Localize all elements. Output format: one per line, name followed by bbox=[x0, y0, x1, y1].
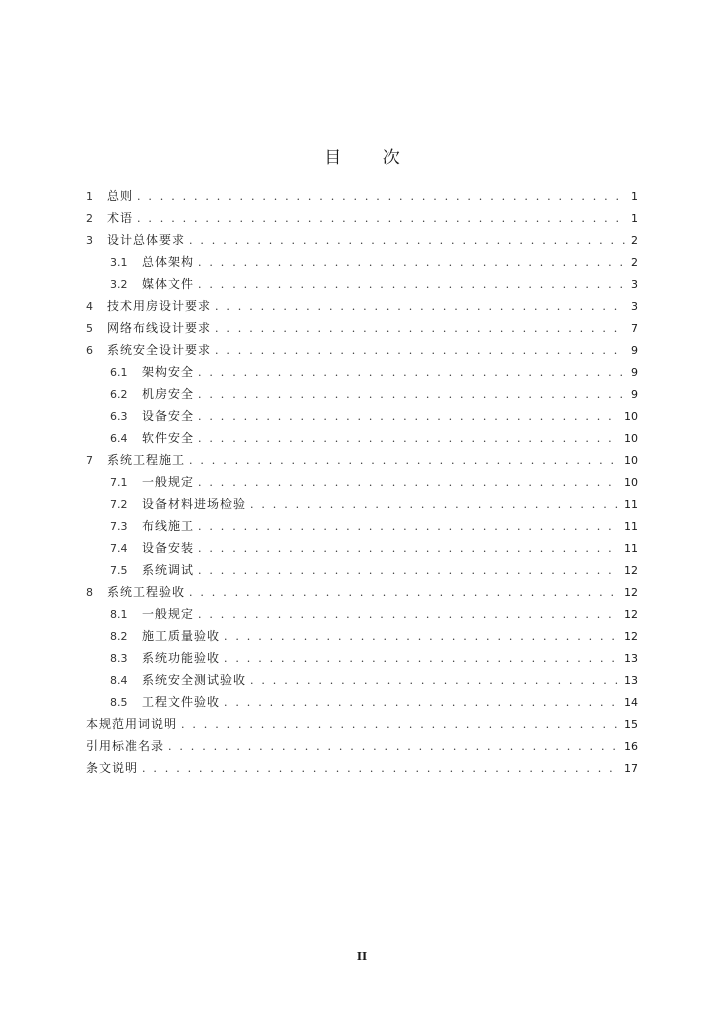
toc-dot-leader bbox=[189, 582, 620, 604]
toc-entry[interactable] bbox=[86, 449, 638, 471]
toc-entry-page: 7 bbox=[631, 322, 638, 335]
toc-entry-label: 施工质量验收 bbox=[142, 629, 221, 643]
toc-entry-page: 10 bbox=[624, 476, 638, 489]
toc-entry-label: 架构安全 bbox=[142, 365, 195, 379]
toc-dot-leader bbox=[198, 472, 620, 494]
toc-entry-page: 12 bbox=[624, 608, 638, 621]
toc-entry-page: 3 bbox=[631, 278, 638, 291]
toc-entry-page: 17 bbox=[624, 762, 638, 775]
toc-dot-leader bbox=[198, 406, 620, 428]
toc-entry-label: 系统调试 bbox=[142, 563, 195, 577]
toc-entry-label: 布线施工 bbox=[142, 519, 195, 533]
toc-entry-number: 7.5 bbox=[110, 564, 128, 577]
toc-entry-label: 设计总体要求 bbox=[107, 233, 186, 247]
toc-dot-leader bbox=[189, 230, 626, 252]
toc-entry[interactable] bbox=[86, 251, 638, 273]
toc-entry-page: 2 bbox=[631, 256, 638, 269]
toc-entry[interactable] bbox=[86, 735, 638, 757]
toc-entry-page: 9 bbox=[631, 388, 638, 401]
toc-dot-leader bbox=[250, 494, 620, 516]
toc-entry-page: 9 bbox=[631, 366, 638, 379]
toc-entry-page: 10 bbox=[624, 432, 638, 445]
toc-entry[interactable] bbox=[86, 317, 638, 339]
toc-entry-page: 10 bbox=[624, 410, 638, 423]
toc-dot-leader bbox=[198, 362, 626, 384]
toc-entry-label: 设备材料进场检验 bbox=[142, 497, 247, 511]
toc-entry-page: 13 bbox=[624, 652, 638, 665]
toc-entry-label: 技术用房设计要求 bbox=[107, 299, 212, 313]
toc-entry[interactable] bbox=[86, 559, 638, 581]
toc-entry[interactable] bbox=[86, 757, 638, 779]
toc-entry-number: 7.4 bbox=[110, 542, 128, 555]
toc-entry-number: 6.3 bbox=[110, 410, 128, 423]
toc-dot-leader bbox=[189, 450, 620, 472]
toc-entry[interactable] bbox=[86, 405, 638, 427]
toc-entry-page: 11 bbox=[624, 520, 638, 533]
toc-dot-leader bbox=[215, 296, 626, 318]
toc-entry[interactable] bbox=[86, 647, 638, 669]
toc-entry-label: 一般规定 bbox=[142, 475, 195, 489]
toc-entry-label: 系统安全设计要求 bbox=[107, 343, 212, 357]
toc-entry[interactable] bbox=[86, 361, 638, 383]
toc-entry-label: 设备安装 bbox=[142, 541, 195, 555]
toc-entry-number: 6 bbox=[86, 344, 93, 357]
toc-entry-number: 3 bbox=[86, 234, 93, 247]
toc-entry-label: 媒体文件 bbox=[142, 277, 195, 291]
toc-dot-leader bbox=[224, 626, 620, 648]
toc-dot-leader bbox=[137, 208, 626, 230]
toc-entry[interactable] bbox=[86, 581, 638, 603]
toc-entry[interactable] bbox=[86, 273, 638, 295]
toc-entry-label: 系统功能验收 bbox=[142, 651, 221, 665]
toc-entry-label: 系统安全测试验收 bbox=[142, 673, 247, 687]
toc-entry-number: 4 bbox=[86, 300, 93, 313]
toc-entry[interactable] bbox=[86, 625, 638, 647]
toc-entry-label: 条文说明 bbox=[86, 761, 139, 775]
toc-entry-page: 14 bbox=[624, 696, 638, 709]
toc-entry-page: 1 bbox=[631, 212, 638, 225]
toc-entry-label: 设备安全 bbox=[142, 409, 195, 423]
toc-entry[interactable] bbox=[86, 295, 638, 317]
toc-entry[interactable] bbox=[86, 515, 638, 537]
toc-entry[interactable] bbox=[86, 229, 638, 251]
toc-entry-page: 3 bbox=[631, 300, 638, 313]
toc-dot-leader bbox=[137, 186, 626, 208]
toc-entry-page: 12 bbox=[624, 630, 638, 643]
toc-entry-label: 软件安全 bbox=[142, 431, 195, 445]
toc-entry[interactable] bbox=[86, 207, 638, 229]
toc-entry-page: 13 bbox=[624, 674, 638, 687]
page-title: 目 次 bbox=[324, 148, 418, 168]
toc-dot-leader bbox=[198, 274, 626, 296]
toc-entry-number: 8.2 bbox=[110, 630, 128, 643]
toc-dot-leader bbox=[142, 758, 620, 780]
toc-entry-number: 8.4 bbox=[110, 674, 128, 687]
toc-entry-number: 6.2 bbox=[110, 388, 128, 401]
toc-entry[interactable] bbox=[86, 493, 638, 515]
toc-dot-leader bbox=[250, 670, 620, 692]
toc-entry[interactable] bbox=[86, 339, 638, 361]
toc-entry-page: 11 bbox=[624, 498, 638, 511]
toc-entry-number: 7.3 bbox=[110, 520, 128, 533]
toc-dot-leader bbox=[224, 648, 620, 670]
toc-entry-label: 引用标准名录 bbox=[86, 739, 165, 753]
toc-entry-label: 网络布线设计要求 bbox=[107, 321, 212, 335]
toc-entry-page: 10 bbox=[624, 454, 638, 467]
toc-entry[interactable] bbox=[86, 427, 638, 449]
toc-dot-leader bbox=[215, 340, 626, 362]
toc-dot-leader bbox=[168, 736, 620, 758]
toc-entry-page: 9 bbox=[631, 344, 638, 357]
toc-dot-leader bbox=[198, 560, 620, 582]
toc-entry[interactable] bbox=[86, 603, 638, 625]
toc-entry-page: 12 bbox=[624, 586, 638, 599]
toc-entry-page: 11 bbox=[624, 542, 638, 555]
toc-entry-number: 7 bbox=[86, 454, 93, 467]
toc-entry-number: 8.3 bbox=[110, 652, 128, 665]
toc-entry-number: 1 bbox=[86, 190, 93, 203]
toc-entry-page: 15 bbox=[624, 718, 638, 731]
toc-entry[interactable] bbox=[86, 713, 638, 735]
toc-entry[interactable] bbox=[86, 669, 638, 691]
toc-entry[interactable] bbox=[86, 383, 638, 405]
toc-entry[interactable] bbox=[86, 185, 638, 207]
toc-entry-label: 系统工程验收 bbox=[107, 585, 186, 599]
toc-entry-number: 2 bbox=[86, 212, 93, 225]
toc-entry[interactable] bbox=[86, 471, 638, 493]
toc-dot-leader bbox=[198, 538, 620, 560]
toc-entry-label: 机房安全 bbox=[142, 387, 195, 401]
toc-dot-leader bbox=[224, 692, 620, 714]
toc-dot-leader bbox=[198, 604, 620, 626]
table-of-contents bbox=[86, 185, 638, 779]
toc-entry-label: 一般规定 bbox=[142, 607, 195, 621]
toc-entry-label: 本规范用词说明 bbox=[86, 717, 178, 731]
toc-entry-number: 3.2 bbox=[110, 278, 128, 291]
toc-entry-page: 1 bbox=[631, 190, 638, 203]
toc-entry-page: 2 bbox=[631, 234, 638, 247]
toc-dot-leader bbox=[198, 516, 620, 538]
toc-dot-leader bbox=[215, 318, 626, 340]
toc-entry-label: 系统工程施工 bbox=[107, 453, 186, 467]
toc-entry-number: 7.1 bbox=[110, 476, 128, 489]
toc-entry-number: 6.4 bbox=[110, 432, 128, 445]
toc-entry-number: 5 bbox=[86, 322, 93, 335]
toc-entry-number: 3.1 bbox=[110, 256, 128, 269]
toc-dot-leader bbox=[198, 428, 620, 450]
page-number: II bbox=[356, 950, 368, 963]
toc-entry[interactable] bbox=[86, 691, 638, 713]
toc-entry-number: 8.5 bbox=[110, 696, 128, 709]
toc-entry-label: 术语 bbox=[107, 211, 134, 225]
toc-entry-label: 工程文件验收 bbox=[142, 695, 221, 709]
toc-entry-label: 总则 bbox=[107, 189, 134, 203]
toc-entry-number: 8 bbox=[86, 586, 93, 599]
toc-entry-number: 6.1 bbox=[110, 366, 128, 379]
toc-entry-page: 16 bbox=[624, 740, 638, 753]
toc-entry-number: 7.2 bbox=[110, 498, 128, 511]
toc-dot-leader bbox=[181, 714, 620, 736]
toc-dot-leader bbox=[198, 384, 626, 406]
toc-entry-number: 8.1 bbox=[110, 608, 128, 621]
toc-entry-page: 12 bbox=[624, 564, 638, 577]
toc-entry[interactable] bbox=[86, 537, 638, 559]
toc-entry-label: 总体架构 bbox=[142, 255, 195, 269]
toc-dot-leader bbox=[198, 252, 626, 274]
